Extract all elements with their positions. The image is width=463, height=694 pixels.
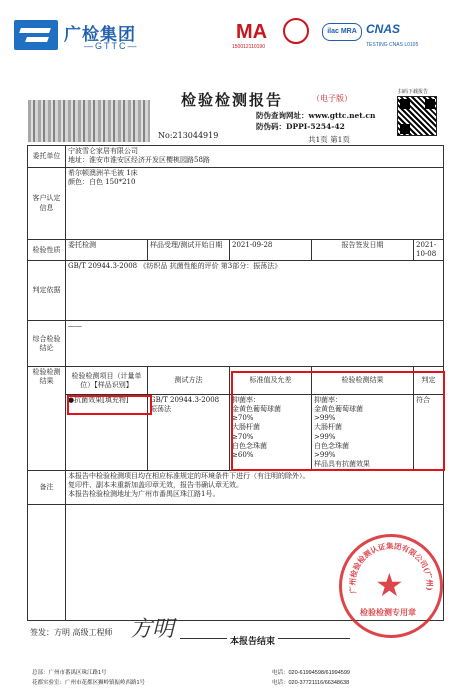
cma-number: 150012110190 xyxy=(232,44,265,50)
col-judge-header: 判定 xyxy=(414,367,444,395)
qr-code-icon[interactable] xyxy=(397,96,437,136)
svg-text:广州检验检测认证集团有限公司(广州): 广州检验检测认证集团有限公司(广州) xyxy=(347,541,435,595)
standard-line: 金黄色葡萄球菌 xyxy=(232,405,281,414)
result-line: 样品具有抗菌效果 xyxy=(314,459,370,468)
item-value: ●抗菌效果[填充物] xyxy=(66,395,148,471)
client-label: 委托单位 xyxy=(28,146,66,168)
conclusion-value: —— xyxy=(66,321,444,367)
remark-label: 备注 xyxy=(28,470,66,504)
result-line: 抑菌率： xyxy=(314,396,342,405)
cnas-logo: CNAS xyxy=(366,22,401,36)
col-result-header: 检验检测结果 xyxy=(312,367,414,395)
stamp-star-icon: ★ xyxy=(375,566,404,604)
blank-label xyxy=(28,504,66,620)
signer: 签发：方明 高级工程师 xyxy=(30,628,113,637)
sample-info xyxy=(66,168,444,240)
date-label: 样品受理/测试开始日期 xyxy=(148,240,230,261)
client-info xyxy=(66,146,444,168)
result-line: >99% xyxy=(314,414,336,423)
blurred-barcode xyxy=(28,100,150,142)
judge-value: 符合 xyxy=(414,395,444,471)
highlight-result-box xyxy=(231,371,445,471)
official-stamp xyxy=(339,534,443,638)
ilac-mra-logo: ilac MRA xyxy=(322,23,362,41)
remark-line: 本报告中检验检测项目均在相应标准规定的环境条件下进行（有注明的除外）。 xyxy=(68,471,310,480)
brand-subtitle: —GTTC— xyxy=(84,41,139,51)
remark-line: 本报告检验检测地址为广州市番禺区珠江路1号。 xyxy=(68,490,220,499)
footer-tel2: 电话：020-37721116/66348638 xyxy=(272,680,350,686)
method-value: GB/T 20944.3-2008 振荡法 xyxy=(148,395,230,471)
report-number: No:213044919 xyxy=(158,131,219,140)
footer-hq: 总部：广州市番禺区珠江路1号 xyxy=(32,670,107,676)
anti-fake-code: 防伪码：DPPI-5254-42 xyxy=(256,122,345,131)
footer-tel1: 电话：020-61994598/61994599 xyxy=(272,670,350,676)
qr-label: 扫码下载报告 xyxy=(398,89,429,95)
result-line: 大肠杆菌 xyxy=(314,423,342,432)
result-line: 金黄色葡萄球菌 xyxy=(314,405,363,414)
brand-name: 广检集团 xyxy=(64,25,136,44)
cnas-number: TESTING CNAS L0105 xyxy=(366,42,419,48)
sample-name: 希尔顿澳洲羊毛被 xyxy=(68,169,124,177)
issue-value: 2021-10-08 xyxy=(414,240,444,261)
standard-line: ≥60% xyxy=(232,450,254,459)
client-address: 地址：淮安市淮安区经济开发区樱桃园路58路 xyxy=(68,156,210,165)
client-name: 宁波雪仑家居有限公司 xyxy=(68,147,138,155)
svg-text:MA: MA xyxy=(236,21,268,43)
date-value: 2021-09-28 xyxy=(230,240,312,261)
issue-label: 报告签发日期 xyxy=(312,240,414,261)
gttc-logo-icon xyxy=(14,20,58,50)
result-line: 白色念珠菌 xyxy=(314,441,349,450)
result-label: 检验检测结果 xyxy=(28,367,66,471)
nature-label: 检验性质 xyxy=(28,240,66,261)
standard-line: 大肠杆菌 xyxy=(232,423,260,432)
col-item-header: 检验检测项目（计量单位）【样品识别】 xyxy=(66,367,148,395)
report-title: 检验检测报告 xyxy=(181,91,284,109)
highlight-item-box xyxy=(67,395,152,415)
anti-fake-query-site: 防伪查询网址：www.gttc.net.cn xyxy=(256,111,376,120)
report-end-text: 本报告结束 xyxy=(227,634,278,647)
sample-color: 颜色：白色 150*210 xyxy=(68,178,136,187)
cma-logo-icon xyxy=(236,19,270,43)
remark-values xyxy=(66,470,444,504)
conclusion-label: 综合检验结论 xyxy=(28,321,66,367)
footer-branch: 花都实验室：广州市花都区狮岭镇振岭西路1号 xyxy=(32,680,146,686)
page-info: 共1页 第1页 xyxy=(308,135,350,144)
cal-logo-icon xyxy=(283,18,309,44)
col-method-header: 测试方法 xyxy=(148,367,230,395)
standard-line: 抑菌率： xyxy=(232,396,260,405)
standard-line: ≥70% xyxy=(232,432,254,441)
col-standard-header: 标准值及允差 xyxy=(230,367,312,395)
remark-line: 复印件、副本未重新加盖印章无效，报告书确认章无效。 xyxy=(68,481,243,490)
result-line: >99% xyxy=(314,450,336,459)
sample-label: 客户认定信息 xyxy=(28,168,66,240)
stamp-foot-text: 检验检测专用章 xyxy=(360,607,416,617)
standard-line: ≥70% xyxy=(232,414,254,423)
basis-label: 判定依据 xyxy=(28,261,66,321)
electronic-version-label: （电子版） xyxy=(312,94,352,103)
signature: 方明 xyxy=(130,617,175,642)
result-line: >99% xyxy=(314,432,336,441)
standard-line: 白色念珠菌 xyxy=(232,441,267,450)
nature-value: 委托检测 xyxy=(66,240,148,261)
sample-qty: 1床 xyxy=(126,169,138,177)
basis-value: GB/T 20944.3-2008 《纺织品 抗菌性能的评价 第3部分：振荡法》 xyxy=(66,261,444,321)
